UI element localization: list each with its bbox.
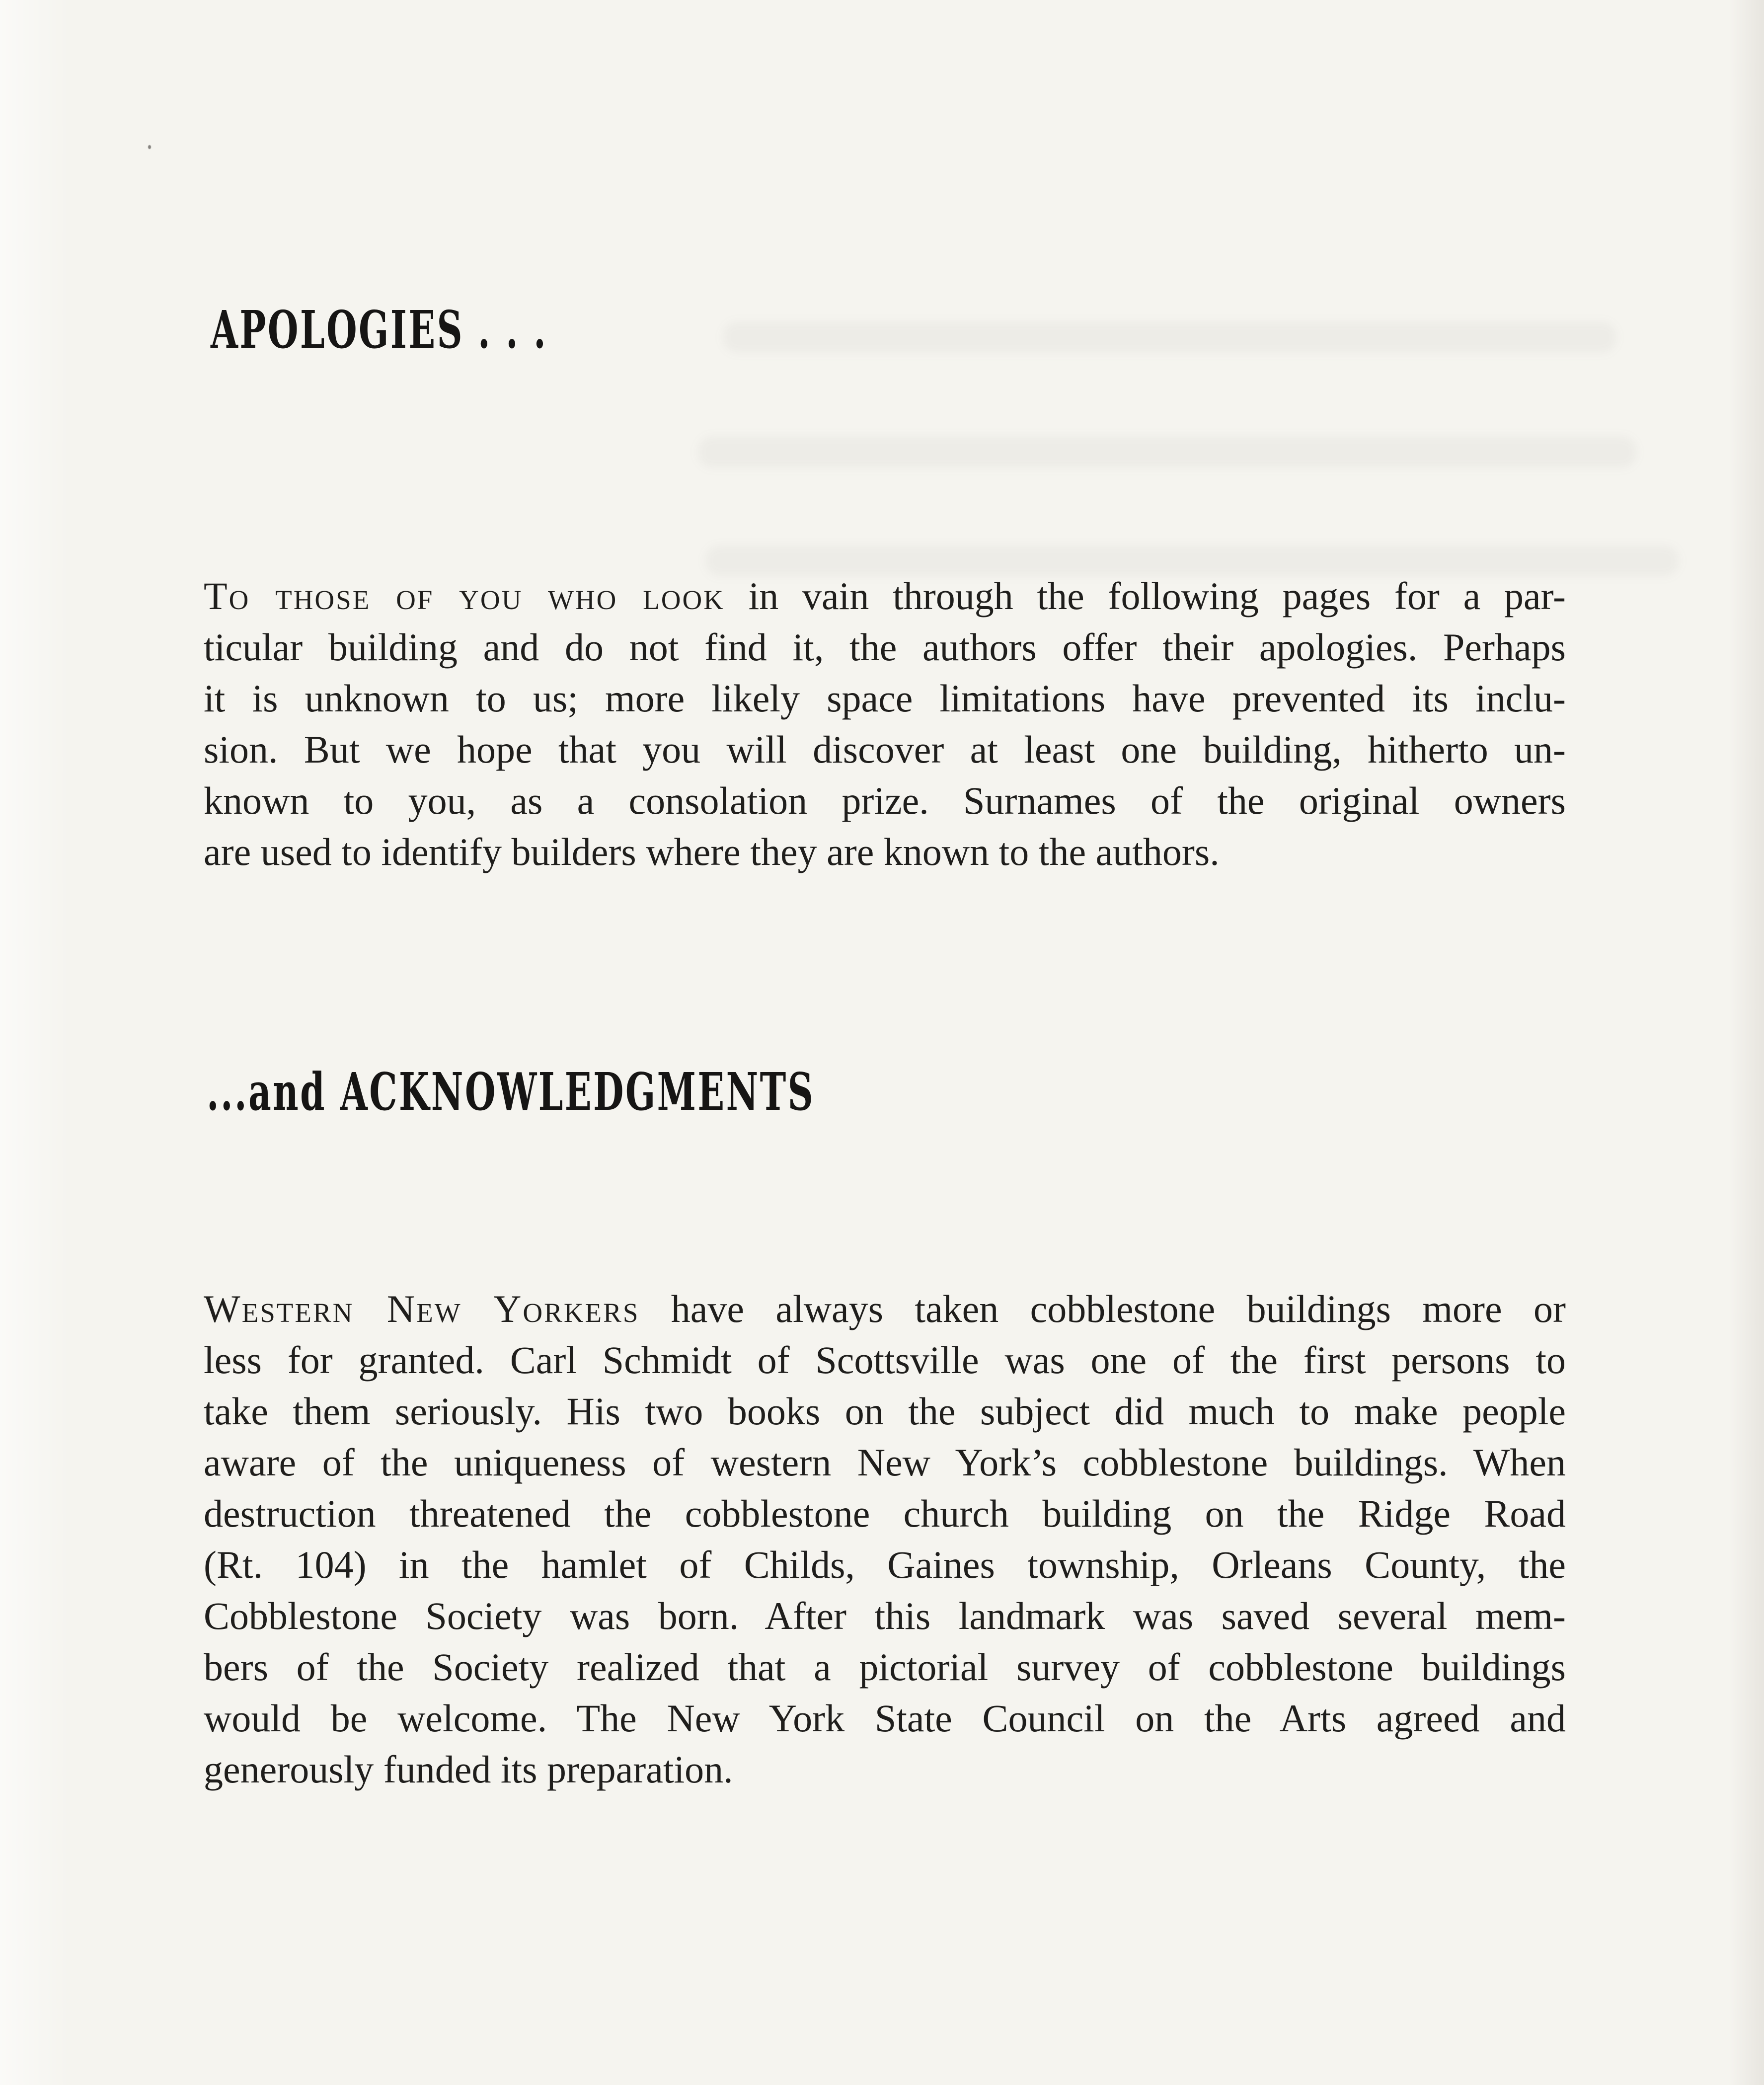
text-line: bers of the Society realized that a pictorial survey of cobblestone buildings bbox=[204, 1645, 1566, 1689]
paragraph-apologies bbox=[204, 570, 1566, 877]
text-line: sion. But we hope that you will discover at least one building, hitherto un- bbox=[204, 728, 1566, 771]
ink-bleedthrough-row bbox=[698, 436, 1637, 468]
text-line: To those of you who look in vain through the following pages for a par- bbox=[204, 574, 1566, 618]
text-line: Western New Yorkers have always taken cobblestone buildings more or bbox=[204, 1287, 1566, 1330]
text-line: less for granted. Carl Schmidt of Scottsville was one of the first persons to bbox=[204, 1338, 1566, 1382]
text-line: are used to identify builders where they are known to the authors. bbox=[204, 830, 1220, 873]
small-caps-leadin: To those of you who look bbox=[204, 574, 725, 618]
text-line: Cobblestone Society was born. After this landmark was saved several mem- bbox=[204, 1594, 1566, 1637]
page-edge-shadow bbox=[1729, 0, 1764, 2085]
text-line: ticular building and do not find it, the authors offer their apologies. Perhaps bbox=[204, 625, 1566, 669]
dust-speck bbox=[148, 145, 151, 149]
text-line: generously funded its preparation. bbox=[204, 1748, 733, 1791]
text-line: it is unknown to us; more likely space limitations have prevented its inclu- bbox=[204, 677, 1566, 720]
text-line: destruction threatened the cobblestone church building on the Ridge Road bbox=[204, 1492, 1566, 1535]
text-line: take them seriously. His two books on the subject did much to make people bbox=[204, 1390, 1566, 1433]
text-line: (Rt. 104) in the hamlet of Childs, Gaines township, Orleans County, the bbox=[204, 1543, 1566, 1586]
heading-acknowledgments: ...and ACKNOWLEDGMENTS bbox=[207, 1061, 815, 1122]
paragraph-acknowledgments bbox=[204, 1283, 1566, 1795]
page-edge-highlight bbox=[0, 0, 70, 2085]
text-line: known to you, as a consolation prize. Surnames of the original owners bbox=[204, 779, 1566, 822]
heading-apologies: APOLOGIES . . . bbox=[211, 299, 548, 360]
text-line: would be welcome. The New York State Council on the Arts agreed and bbox=[204, 1697, 1566, 1740]
small-caps-leadin: Western New Yorkers bbox=[204, 1287, 640, 1330]
text-line: aware of the uniqueness of western New York’s cobblestone buildings. When bbox=[204, 1441, 1566, 1484]
ink-bleedthrough-row bbox=[723, 322, 1617, 353]
